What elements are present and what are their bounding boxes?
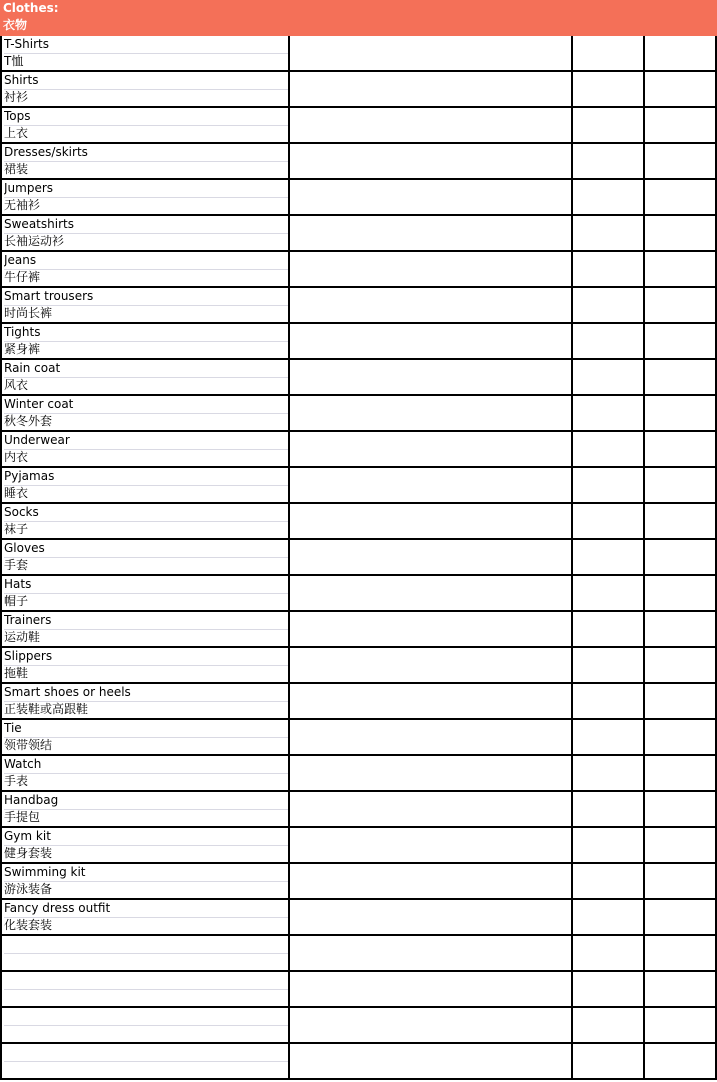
notes-cell[interactable] bbox=[288, 36, 571, 70]
table-row bbox=[0, 1008, 717, 1044]
table-row bbox=[0, 108, 717, 144]
item-label-en: Shirts bbox=[4, 72, 288, 90]
item-label-zh: 手表 bbox=[4, 774, 29, 788]
item-label-en bbox=[4, 936, 288, 954]
notes-cell[interactable] bbox=[288, 360, 571, 394]
item-label-zh: 风衣 bbox=[4, 378, 29, 392]
quantity-cell[interactable] bbox=[571, 504, 643, 538]
notes-cell[interactable] bbox=[288, 972, 571, 1006]
quantity-cell[interactable] bbox=[571, 684, 643, 718]
notes-cell[interactable] bbox=[288, 180, 571, 214]
quantity-cell[interactable] bbox=[571, 612, 643, 646]
section-title-en: Clothes: bbox=[3, 1, 59, 15]
check-cell[interactable] bbox=[643, 432, 717, 466]
item-label-zh bbox=[4, 953, 288, 970]
check-cell[interactable] bbox=[643, 792, 717, 826]
check-cell[interactable] bbox=[643, 612, 717, 646]
table-row bbox=[0, 900, 717, 936]
check-cell[interactable] bbox=[643, 72, 717, 106]
item-label-en: Jeans bbox=[4, 252, 288, 270]
notes-cell[interactable] bbox=[288, 900, 571, 934]
notes-cell[interactable] bbox=[288, 648, 571, 682]
notes-cell[interactable] bbox=[288, 288, 571, 322]
item-label-zh: 手提包 bbox=[4, 810, 41, 824]
check-cell[interactable] bbox=[643, 756, 717, 790]
notes-cell[interactable] bbox=[288, 1008, 571, 1042]
check-cell[interactable] bbox=[643, 576, 717, 610]
table-row bbox=[0, 792, 717, 828]
quantity-cell[interactable] bbox=[571, 972, 643, 1006]
table-row bbox=[0, 540, 717, 576]
check-cell[interactable] bbox=[643, 1044, 717, 1078]
item-name-cell[interactable] bbox=[0, 1044, 288, 1078]
table-row bbox=[0, 612, 717, 648]
item-name-cell[interactable] bbox=[0, 972, 288, 1006]
item-name-cell[interactable] bbox=[0, 1008, 288, 1042]
check-cell[interactable] bbox=[643, 1008, 717, 1042]
table-row bbox=[0, 936, 717, 972]
check-cell[interactable] bbox=[643, 648, 717, 682]
item-label-zh: 袜子 bbox=[4, 522, 29, 536]
quantity-cell[interactable] bbox=[571, 720, 643, 754]
item-name-cell[interactable] bbox=[0, 396, 288, 430]
table-row bbox=[0, 504, 717, 540]
item-name-cell[interactable] bbox=[0, 864, 288, 898]
notes-cell[interactable] bbox=[288, 396, 571, 430]
notes-cell[interactable] bbox=[288, 324, 571, 358]
item-label-zh: 正装鞋或高跟鞋 bbox=[4, 702, 89, 716]
notes-cell[interactable] bbox=[288, 612, 571, 646]
notes-cell[interactable] bbox=[288, 468, 571, 502]
item-label-zh: 紧身裤 bbox=[4, 342, 41, 356]
quantity-cell[interactable] bbox=[571, 828, 643, 862]
item-label-zh: T恤 bbox=[4, 54, 24, 68]
item-label-en: Hats bbox=[4, 576, 288, 594]
quantity-cell[interactable] bbox=[571, 432, 643, 466]
notes-cell[interactable] bbox=[288, 504, 571, 538]
item-label-zh: 无袖衫 bbox=[4, 198, 41, 212]
notes-cell[interactable] bbox=[288, 864, 571, 898]
item-label-zh: 长袖运动衫 bbox=[4, 234, 65, 248]
item-label-zh: 秋冬外套 bbox=[4, 414, 53, 428]
notes-cell[interactable] bbox=[288, 540, 571, 574]
item-name-cell[interactable] bbox=[0, 108, 288, 142]
item-name-cell[interactable] bbox=[0, 936, 288, 970]
quantity-cell[interactable] bbox=[571, 324, 643, 358]
table-row bbox=[0, 180, 717, 216]
notes-cell[interactable] bbox=[288, 684, 571, 718]
item-label-en: Jumpers bbox=[4, 180, 288, 198]
notes-cell[interactable] bbox=[288, 108, 571, 142]
item-label-zh: 游泳装备 bbox=[4, 882, 53, 896]
check-cell[interactable] bbox=[643, 468, 717, 502]
item-label-en: Fancy dress outfit bbox=[4, 900, 288, 918]
item-label-en: Gloves bbox=[4, 540, 288, 558]
table-row bbox=[0, 324, 717, 360]
quantity-cell[interactable] bbox=[571, 216, 643, 250]
item-label-en: Rain coat bbox=[4, 360, 288, 378]
item-label-en: Pyjamas bbox=[4, 468, 288, 486]
item-label-en bbox=[4, 1044, 288, 1062]
quantity-cell[interactable] bbox=[571, 1044, 643, 1078]
item-label-zh: 牛仔裤 bbox=[4, 270, 41, 284]
quantity-cell[interactable] bbox=[571, 1008, 643, 1042]
check-cell[interactable] bbox=[643, 216, 717, 250]
item-name-cell[interactable] bbox=[0, 540, 288, 574]
check-cell[interactable] bbox=[643, 360, 717, 394]
item-name-cell[interactable] bbox=[0, 792, 288, 826]
table-row bbox=[0, 72, 717, 108]
notes-cell[interactable] bbox=[288, 792, 571, 826]
item-name-cell[interactable] bbox=[0, 576, 288, 610]
check-cell[interactable] bbox=[643, 936, 717, 970]
item-name-cell[interactable] bbox=[0, 36, 288, 70]
notes-cell[interactable] bbox=[288, 756, 571, 790]
quantity-cell[interactable] bbox=[571, 36, 643, 70]
quantity-cell[interactable] bbox=[571, 360, 643, 394]
check-cell[interactable] bbox=[643, 684, 717, 718]
table-row bbox=[0, 576, 717, 612]
item-name-cell[interactable] bbox=[0, 324, 288, 358]
quantity-cell[interactable] bbox=[571, 648, 643, 682]
quantity-cell[interactable] bbox=[571, 396, 643, 430]
quantity-cell[interactable] bbox=[571, 180, 643, 214]
notes-cell[interactable] bbox=[288, 576, 571, 610]
item-name-cell[interactable] bbox=[0, 432, 288, 466]
check-cell[interactable] bbox=[643, 540, 717, 574]
item-name-cell[interactable] bbox=[0, 72, 288, 106]
item-name-cell[interactable] bbox=[0, 288, 288, 322]
quantity-cell[interactable] bbox=[571, 288, 643, 322]
item-name-cell[interactable] bbox=[0, 468, 288, 502]
item-label-en: T-Shirts bbox=[4, 36, 288, 54]
check-cell[interactable] bbox=[643, 504, 717, 538]
quantity-cell[interactable] bbox=[571, 576, 643, 610]
item-label-en: Sweatshirts bbox=[4, 216, 288, 234]
section-title-zh: 衣物 bbox=[3, 18, 28, 32]
item-name-cell[interactable] bbox=[0, 720, 288, 754]
notes-cell[interactable] bbox=[288, 252, 571, 286]
packing-table bbox=[0, 36, 717, 1080]
item-label-en: Trainers bbox=[4, 612, 288, 630]
table-row bbox=[0, 1044, 717, 1080]
table-row bbox=[0, 648, 717, 684]
notes-cell[interactable] bbox=[288, 828, 571, 862]
table-row bbox=[0, 684, 717, 720]
item-label-en: Tie bbox=[4, 720, 288, 738]
check-cell[interactable] bbox=[643, 864, 717, 898]
notes-cell[interactable] bbox=[288, 720, 571, 754]
item-label-zh bbox=[4, 1061, 288, 1078]
check-cell[interactable] bbox=[643, 108, 717, 142]
table-row bbox=[0, 864, 717, 900]
item-name-cell[interactable] bbox=[0, 828, 288, 862]
item-label-zh: 运动鞋 bbox=[4, 630, 41, 644]
item-name-cell[interactable] bbox=[0, 144, 288, 178]
item-label-zh: 上衣 bbox=[4, 126, 29, 140]
check-cell[interactable] bbox=[643, 396, 717, 430]
item-label-zh: 内衣 bbox=[4, 450, 29, 464]
item-label-zh: 手套 bbox=[4, 558, 29, 572]
table-row bbox=[0, 828, 717, 864]
notes-cell[interactable] bbox=[288, 936, 571, 970]
item-label-en: Smart trousers bbox=[4, 288, 288, 306]
item-label-zh: 睡衣 bbox=[4, 486, 29, 500]
table-row bbox=[0, 144, 717, 180]
item-label-zh: 拖鞋 bbox=[4, 666, 29, 680]
table-row bbox=[0, 360, 717, 396]
check-cell[interactable] bbox=[643, 828, 717, 862]
quantity-cell[interactable] bbox=[571, 900, 643, 934]
check-cell[interactable] bbox=[643, 972, 717, 1006]
item-name-cell[interactable] bbox=[0, 216, 288, 250]
item-label-en: Handbag bbox=[4, 792, 288, 810]
table-row bbox=[0, 396, 717, 432]
table-row bbox=[0, 288, 717, 324]
quantity-cell[interactable] bbox=[571, 864, 643, 898]
quantity-cell[interactable] bbox=[571, 936, 643, 970]
item-label-zh: 领带领结 bbox=[4, 738, 53, 752]
quantity-cell[interactable] bbox=[571, 792, 643, 826]
item-name-cell[interactable] bbox=[0, 504, 288, 538]
table-row bbox=[0, 432, 717, 468]
item-label-zh: 衬衫 bbox=[4, 90, 29, 104]
item-label-zh: 化装套装 bbox=[4, 918, 53, 932]
table-row bbox=[0, 720, 717, 756]
quantity-cell[interactable] bbox=[571, 540, 643, 574]
item-label-en: Slippers bbox=[4, 648, 288, 666]
table-row bbox=[0, 216, 717, 252]
item-label-zh: 帽子 bbox=[4, 594, 29, 608]
quantity-cell[interactable] bbox=[571, 144, 643, 178]
item-label-en: Watch bbox=[4, 756, 288, 774]
item-label-en: Gym kit bbox=[4, 828, 288, 846]
item-label-zh bbox=[4, 989, 288, 1006]
item-label-en: Tights bbox=[4, 324, 288, 342]
check-cell[interactable] bbox=[643, 720, 717, 754]
notes-cell[interactable] bbox=[288, 72, 571, 106]
check-cell[interactable] bbox=[643, 144, 717, 178]
notes-cell[interactable] bbox=[288, 216, 571, 250]
item-name-cell[interactable] bbox=[0, 612, 288, 646]
notes-cell[interactable] bbox=[288, 144, 571, 178]
item-name-cell[interactable] bbox=[0, 900, 288, 934]
item-label-zh bbox=[4, 1025, 288, 1042]
item-name-cell[interactable] bbox=[0, 756, 288, 790]
item-name-cell[interactable] bbox=[0, 684, 288, 718]
notes-cell[interactable] bbox=[288, 432, 571, 466]
item-label-zh: 裙装 bbox=[4, 162, 29, 176]
table-row bbox=[0, 36, 717, 72]
check-cell[interactable] bbox=[643, 900, 717, 934]
item-label-en: Socks bbox=[4, 504, 288, 522]
item-label-en: Winter coat bbox=[4, 396, 288, 414]
item-name-cell[interactable] bbox=[0, 252, 288, 286]
item-name-cell[interactable] bbox=[0, 360, 288, 394]
quantity-cell[interactable] bbox=[571, 468, 643, 502]
item-label-en: Swimming kit bbox=[4, 864, 288, 882]
item-name-cell[interactable] bbox=[0, 180, 288, 214]
section-header bbox=[0, 0, 717, 36]
item-label-en: Dresses/skirts bbox=[4, 144, 288, 162]
quantity-cell[interactable] bbox=[571, 756, 643, 790]
item-label-zh: 时尚长裤 bbox=[4, 306, 53, 320]
item-label-en: Smart shoes or heels bbox=[4, 684, 288, 702]
quantity-cell[interactable] bbox=[571, 72, 643, 106]
item-label-en: Underwear bbox=[4, 432, 288, 450]
check-cell[interactable] bbox=[643, 288, 717, 322]
check-cell[interactable] bbox=[643, 180, 717, 214]
notes-cell[interactable] bbox=[288, 1044, 571, 1078]
table-row bbox=[0, 468, 717, 504]
table-row bbox=[0, 252, 717, 288]
quantity-cell[interactable] bbox=[571, 108, 643, 142]
item-label-zh: 健身套装 bbox=[4, 846, 53, 860]
table-row bbox=[0, 972, 717, 1008]
check-cell[interactable] bbox=[643, 252, 717, 286]
item-label-en: Tops bbox=[4, 108, 288, 126]
table-row bbox=[0, 756, 717, 792]
check-cell[interactable] bbox=[643, 36, 717, 70]
item-label-en bbox=[4, 972, 288, 990]
quantity-cell[interactable] bbox=[571, 252, 643, 286]
check-cell[interactable] bbox=[643, 324, 717, 358]
item-label-en bbox=[4, 1008, 288, 1026]
item-name-cell[interactable] bbox=[0, 648, 288, 682]
